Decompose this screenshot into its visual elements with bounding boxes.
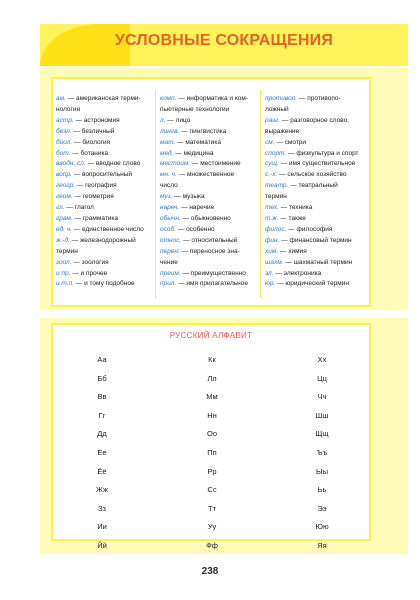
abbreviation-term: т.ж. [265,214,279,222]
alphabet-letter: Хх [317,355,327,364]
abbreviation-term: гл. [56,204,65,212]
abbreviation-entry [265,203,367,214]
abbreviation-entry [56,159,152,170]
abbreviation-entry [56,181,152,192]
abbreviation-term: местоим. [160,160,191,168]
abbreviation-meaning: — техника [278,204,313,212]
alphabet-letter: Мм [206,392,218,402]
abbreviation-entry [160,170,258,181]
abbreviation-term: ам. [56,95,66,102]
abbreviation-meaning: — относительный [181,236,238,244]
abbreviation-meaning: — ботаника [70,149,109,157]
abbreviation-entry [56,247,152,258]
abbreviation-meaning: — медицина [173,149,214,157]
alphabet-letter: Уу [207,522,217,532]
column-divider [260,90,261,298]
alphabet-letter: Цц [317,373,327,383]
abbreviation-entry [265,116,367,127]
abbreviation-meaning: — смотри [274,138,307,146]
abbreviation-entry [160,214,258,225]
alphabet-column-2 [197,351,227,556]
abbreviation-term: геом. [56,193,73,201]
alphabet-letter: Аа [97,355,107,364]
abbreviation-term: комп. [160,95,177,102]
abbreviation-entry [265,170,367,181]
abbreviation-term: эл. [265,269,274,277]
abbreviation-meaning: — зоология [71,258,109,266]
alphabet-letter: Юю [315,522,329,532]
abbreviation-term: сущ. [265,160,279,168]
abbreviation-entry [265,149,367,160]
alphabet-letter: Фф [206,540,218,550]
abbreviation-meaning: — география [75,182,117,190]
abbreviation-term: обычн. [160,214,181,222]
abbreviation-entry [160,105,258,116]
abbreviation-entry [265,214,367,225]
page-title: УСЛОВНЫЕ СОКРАЩЕНИЯ [114,32,334,49]
abbreviation-meaning: — противопо- [297,95,341,102]
alphabet-letter: Нн [207,410,217,420]
abbreviation-entry [265,127,367,138]
abbreviation-term: прил. [160,280,177,288]
abbreviation-meaning: — шахматный термин [283,258,353,266]
alphabet-letter: Дд [97,429,107,439]
abbreviation-entry [56,149,152,160]
abbreviation-term: и пр. [56,269,71,277]
abbreviation-term: преим. [160,269,181,277]
alphabet-letter: Ии [97,522,107,532]
page-number: 238 [201,566,219,577]
abbreviation-term: перен. [160,247,180,255]
alphabet-letter: Ее [97,447,107,457]
alphabet-letter: Ыы [315,466,329,476]
alphabet-letter: Кк [208,355,216,364]
alphabet-letter: Яя [317,540,327,550]
abbreviation-term: нареч. [160,204,180,212]
alphabet-letter: Ёё [97,466,107,476]
alphabet-column-3 [307,351,337,556]
abbreviation-meaning: — железнодорожный [69,236,136,244]
abbreviation-meaning: — информатика и ком- [176,95,248,102]
abbreviation-entry [56,127,152,138]
abbreviation-term: муз. [160,193,173,201]
alphabet-letter: Лл [207,373,217,383]
abbreviation-entry [160,247,258,258]
alphabet-letter: Шш [315,410,329,420]
abbreviation-entry [265,105,367,116]
alphabet-title: РУССКИЙ АЛФАВИТ [169,331,253,340]
alphabet-letter: Жж [96,485,108,495]
alphabet-letter: Тт [207,503,217,513]
abbreviation-term: см. [265,138,275,146]
abbreviation-entry [265,236,367,247]
abbreviation-entry [56,116,152,127]
abbreviation-entry [160,203,258,214]
abbreviation-term: грам. [56,214,73,222]
abbreviation-meaning: термин [265,193,287,201]
abbreviation-entry [265,159,367,170]
abbreviation-meaning: — вопросительный [71,171,132,179]
abbreviation-entry [56,203,152,214]
alphabet-letter: Чч [317,392,327,402]
abbreviation-meaning: — астрономия [73,116,120,124]
abbreviation-entry [56,214,152,225]
abbreviation-entry [160,149,258,160]
abbreviation-entry [265,225,367,236]
column-divider [155,90,156,298]
abbreviation-meaning: — глагол [64,204,94,212]
abbreviation-meaning: — биология [72,138,111,146]
abbreviation-term: мн. ч. [160,171,177,179]
abbreviation-entry [265,94,367,105]
abbreviation-meaning: — сельское хозяйство [277,171,347,179]
alphabet-letter: Пп [207,447,217,457]
abbreviation-entry [160,192,258,203]
abbreviation-term: разг. [265,116,281,124]
abbreviation-meaning: — лингвистика [179,127,227,135]
alphabet-letter: Ъъ [316,447,328,457]
abbreviation-term: вводн. сл. [56,160,86,168]
abbreviation-meaning: — местоимение [190,160,241,168]
abbreviation-meaning: — геометрия [72,193,114,201]
abbreviation-meaning: — особенно [175,225,215,233]
abbreviation-term: спорт. [265,149,287,157]
abbreviation-entry [56,138,152,149]
abbreviation-entry [265,192,367,203]
abbreviation-term: мат. [160,138,176,146]
abbreviation-entry [56,170,152,181]
abbreviation-entry [265,138,367,149]
abbreviation-meaning: ложный [265,105,289,113]
abbreviation-meaning: — также [278,214,306,222]
abbreviation-meaning: термин [56,247,78,255]
abbreviation-meaning: — театральный [288,182,338,190]
abbreviation-meaning: — и прочее [70,269,108,277]
abbreviation-term: мед. [160,149,174,157]
abbreviation-entry [160,269,258,280]
abbreviation-meaning: — наречие [179,204,215,212]
abbreviation-meaning: выражение [265,127,300,135]
abbreviation-meaning: пьютерные технологии [160,105,230,113]
abbreviation-meaning: чение [160,258,178,266]
abbreviation-entry [160,225,258,236]
abbreviation-meaning: — физкультура и спорт [286,149,359,157]
abbreviation-meaning: — множественное [176,171,235,179]
abbreviations-column-2 [160,94,258,290]
abbreviation-meaning: — математика [175,138,221,146]
alphabet-letter: Сс [207,485,217,495]
alphabet-letter: Вв [97,392,107,402]
alphabet-letter: Рр [207,466,217,476]
abbreviation-meaning: — единственное число [71,225,144,233]
abbreviation-meaning: — музыка [172,193,205,201]
abbreviation-meaning: — юридический термин [275,280,349,288]
abbreviation-meaning: — обыкновенно [180,214,231,222]
abbreviation-entry [160,181,258,192]
abbreviation-meaning: — и тому подобное [73,280,135,288]
abbreviation-term: биол. [56,138,73,146]
abbreviation-term: тех. [265,204,279,212]
abbreviation-meaning: — безличный [71,127,115,135]
abbreviation-entry [265,181,367,192]
abbreviation-entry [160,94,258,105]
abbreviation-entry [56,94,152,105]
abbreviation-entry [56,279,152,290]
abbreviation-meaning: — химия [278,247,307,255]
alphabet-letter: Гг [98,410,106,420]
abbreviation-term: и т.п. [56,280,74,288]
abbreviation-term: филос. [265,225,287,233]
abbreviation-entry [56,192,152,203]
abbreviation-entry [56,236,152,247]
abbreviation-term: относ. [160,236,182,244]
abbreviation-entry [265,269,367,280]
abbreviation-term: ж.-д. [56,236,70,244]
abbreviation-entry [160,127,258,138]
alphabet-letter: Зз [98,503,106,513]
abbreviation-term: ед. ч. [56,225,72,233]
abbreviation-entry [160,159,258,170]
alphabet-letter: Йй [97,540,107,550]
alphabet-letter: Ээ [317,503,327,513]
abbreviation-term: юр. [265,280,276,288]
abbreviation-term: безл. [56,127,72,135]
abbreviation-term: геогр. [56,182,75,190]
alphabet-column-1 [87,351,117,556]
abbreviation-term: лингв. [160,127,180,135]
abbreviation-entry [160,258,258,269]
alphabet-letter: Бб [97,373,107,383]
abbreviation-meaning: — имя прилагательное [176,280,248,288]
abbreviation-entry [265,279,367,290]
abbreviations-column-3 [265,94,367,290]
abbreviation-meaning: — вводное слово [85,160,141,168]
abbreviation-meaning: — имя существительное [278,160,356,168]
abbreviation-term: л. [160,116,166,124]
abbreviation-term: особ. [160,225,176,233]
abbreviation-entry [160,236,258,247]
alphabet-letter: Ьь [317,485,327,495]
abbreviation-term: фин. [265,236,280,244]
abbreviation-term: астр. [56,116,74,124]
abbreviation-entry [265,258,367,269]
abbreviation-meaning: — грамматика [72,214,119,222]
abbreviation-meaning: — американская терми- [65,95,141,102]
abbreviation-entry [160,138,258,149]
abbreviation-meaning: число [160,182,178,190]
abbreviation-meaning: — лицо [165,116,191,124]
abbreviation-meaning: — разговорное слово, [280,116,349,124]
abbreviation-term: зоол. [56,258,72,266]
abbreviation-term: вопр. [56,171,72,179]
abbreviations-column-1 [56,94,152,290]
abbreviation-entry [56,269,152,280]
abbreviation-meaning: — преимущественно [180,269,246,277]
alphabet-letter: Щщ [315,429,329,439]
abbreviation-entry [56,105,152,116]
alphabet-letter: Оо [206,429,217,439]
abbreviation-entry [160,279,258,290]
abbreviation-meaning: — электроника [273,269,322,277]
abbreviation-entry [56,225,152,236]
abbreviation-entry [160,116,258,127]
abbreviation-term: театр. [265,182,289,190]
abbreviation-meaning: нология [56,105,81,113]
abbreviation-entry [265,247,367,258]
abbreviation-term: бот. [56,149,71,157]
abbreviation-meaning: — философия [286,225,333,233]
abbreviation-meaning: — финансовый термин [279,236,352,244]
abbreviation-term: хим. [265,247,279,255]
abbreviation-term: с.-х. [265,171,278,179]
abbreviation-term: шахм. [265,258,284,266]
abbreviation-term: противоп. [265,95,298,102]
abbreviation-entry [56,258,152,269]
abbreviation-meaning: — переносное зна- [179,247,240,255]
